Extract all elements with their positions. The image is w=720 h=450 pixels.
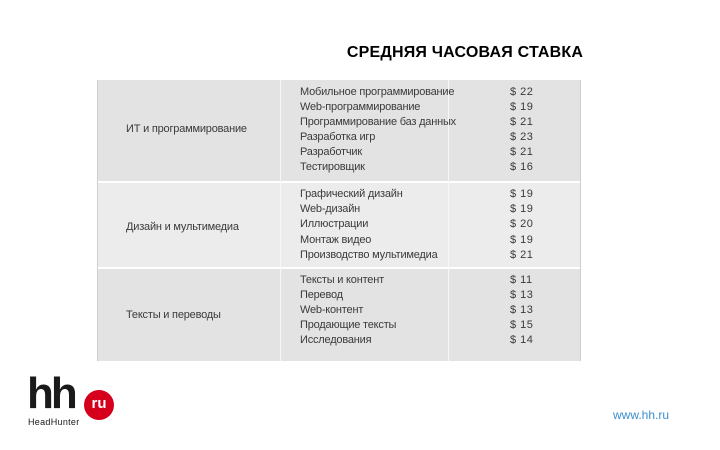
site-url[interactable]: www.hh.ru: [613, 408, 670, 422]
page-title: СРЕДНЯЯ ЧАСОВАЯ СТАВКА: [346, 44, 584, 61]
item-rate: $ 14: [510, 334, 534, 346]
item-name: Мобильное программирование: [300, 86, 455, 98]
item-rate: $ 21: [510, 249, 534, 261]
category-label: Тексты и переводы: [126, 309, 221, 321]
item-rate: $ 19: [510, 101, 534, 113]
logo-hh-text: hh: [27, 369, 75, 418]
item-name: Монтаж видео: [300, 234, 372, 246]
logo-ru-badge: [84, 390, 114, 420]
item-rate: $ 20: [510, 218, 534, 230]
item-rate: $ 23: [510, 131, 534, 143]
item-name: Графический дизайн: [300, 188, 403, 200]
item-name: Иллюстрации: [300, 218, 369, 230]
category-label: ИТ и программирование: [126, 123, 247, 135]
item-name: Тестировщик: [300, 161, 365, 173]
item-rate: $ 19: [510, 188, 534, 200]
item-rate: $ 11: [510, 274, 533, 286]
item-rate: $ 21: [510, 146, 534, 158]
item-name: Производство мультимедиа: [300, 249, 438, 261]
item-rate: $ 13: [510, 304, 534, 316]
item-rate: $ 19: [510, 234, 534, 246]
item-name: Программирование баз данных: [300, 116, 456, 128]
item-name: Продающие тексты: [300, 319, 397, 331]
rates-table: [97, 80, 581, 361]
item-rate: $ 19: [510, 203, 534, 215]
logo-subtitle: HeadHunter: [28, 417, 80, 427]
item-rate: $ 16: [510, 161, 534, 173]
item-rate: $ 22: [510, 86, 534, 98]
item-name: Перевод: [300, 289, 343, 301]
item-name: Разработка игр: [300, 131, 376, 143]
item-rate: $ 13: [510, 289, 534, 301]
item-rate: $ 21: [510, 116, 534, 128]
item-name: Web-контент: [300, 304, 364, 316]
item-rate: $ 15: [510, 319, 534, 331]
item-name: Исследования: [300, 334, 372, 346]
column-separator: [280, 80, 281, 361]
logo-ru-text: ru: [91, 395, 107, 412]
item-name: Web-дизайн: [300, 203, 361, 215]
category-label: Дизайн и мультимедиа: [126, 221, 239, 233]
item-name: Web-программирование: [300, 101, 421, 113]
item-name: Разработчик: [300, 146, 362, 158]
item-name: Тексты и контент: [300, 274, 384, 286]
headhunter-logo: [27, 369, 127, 428]
